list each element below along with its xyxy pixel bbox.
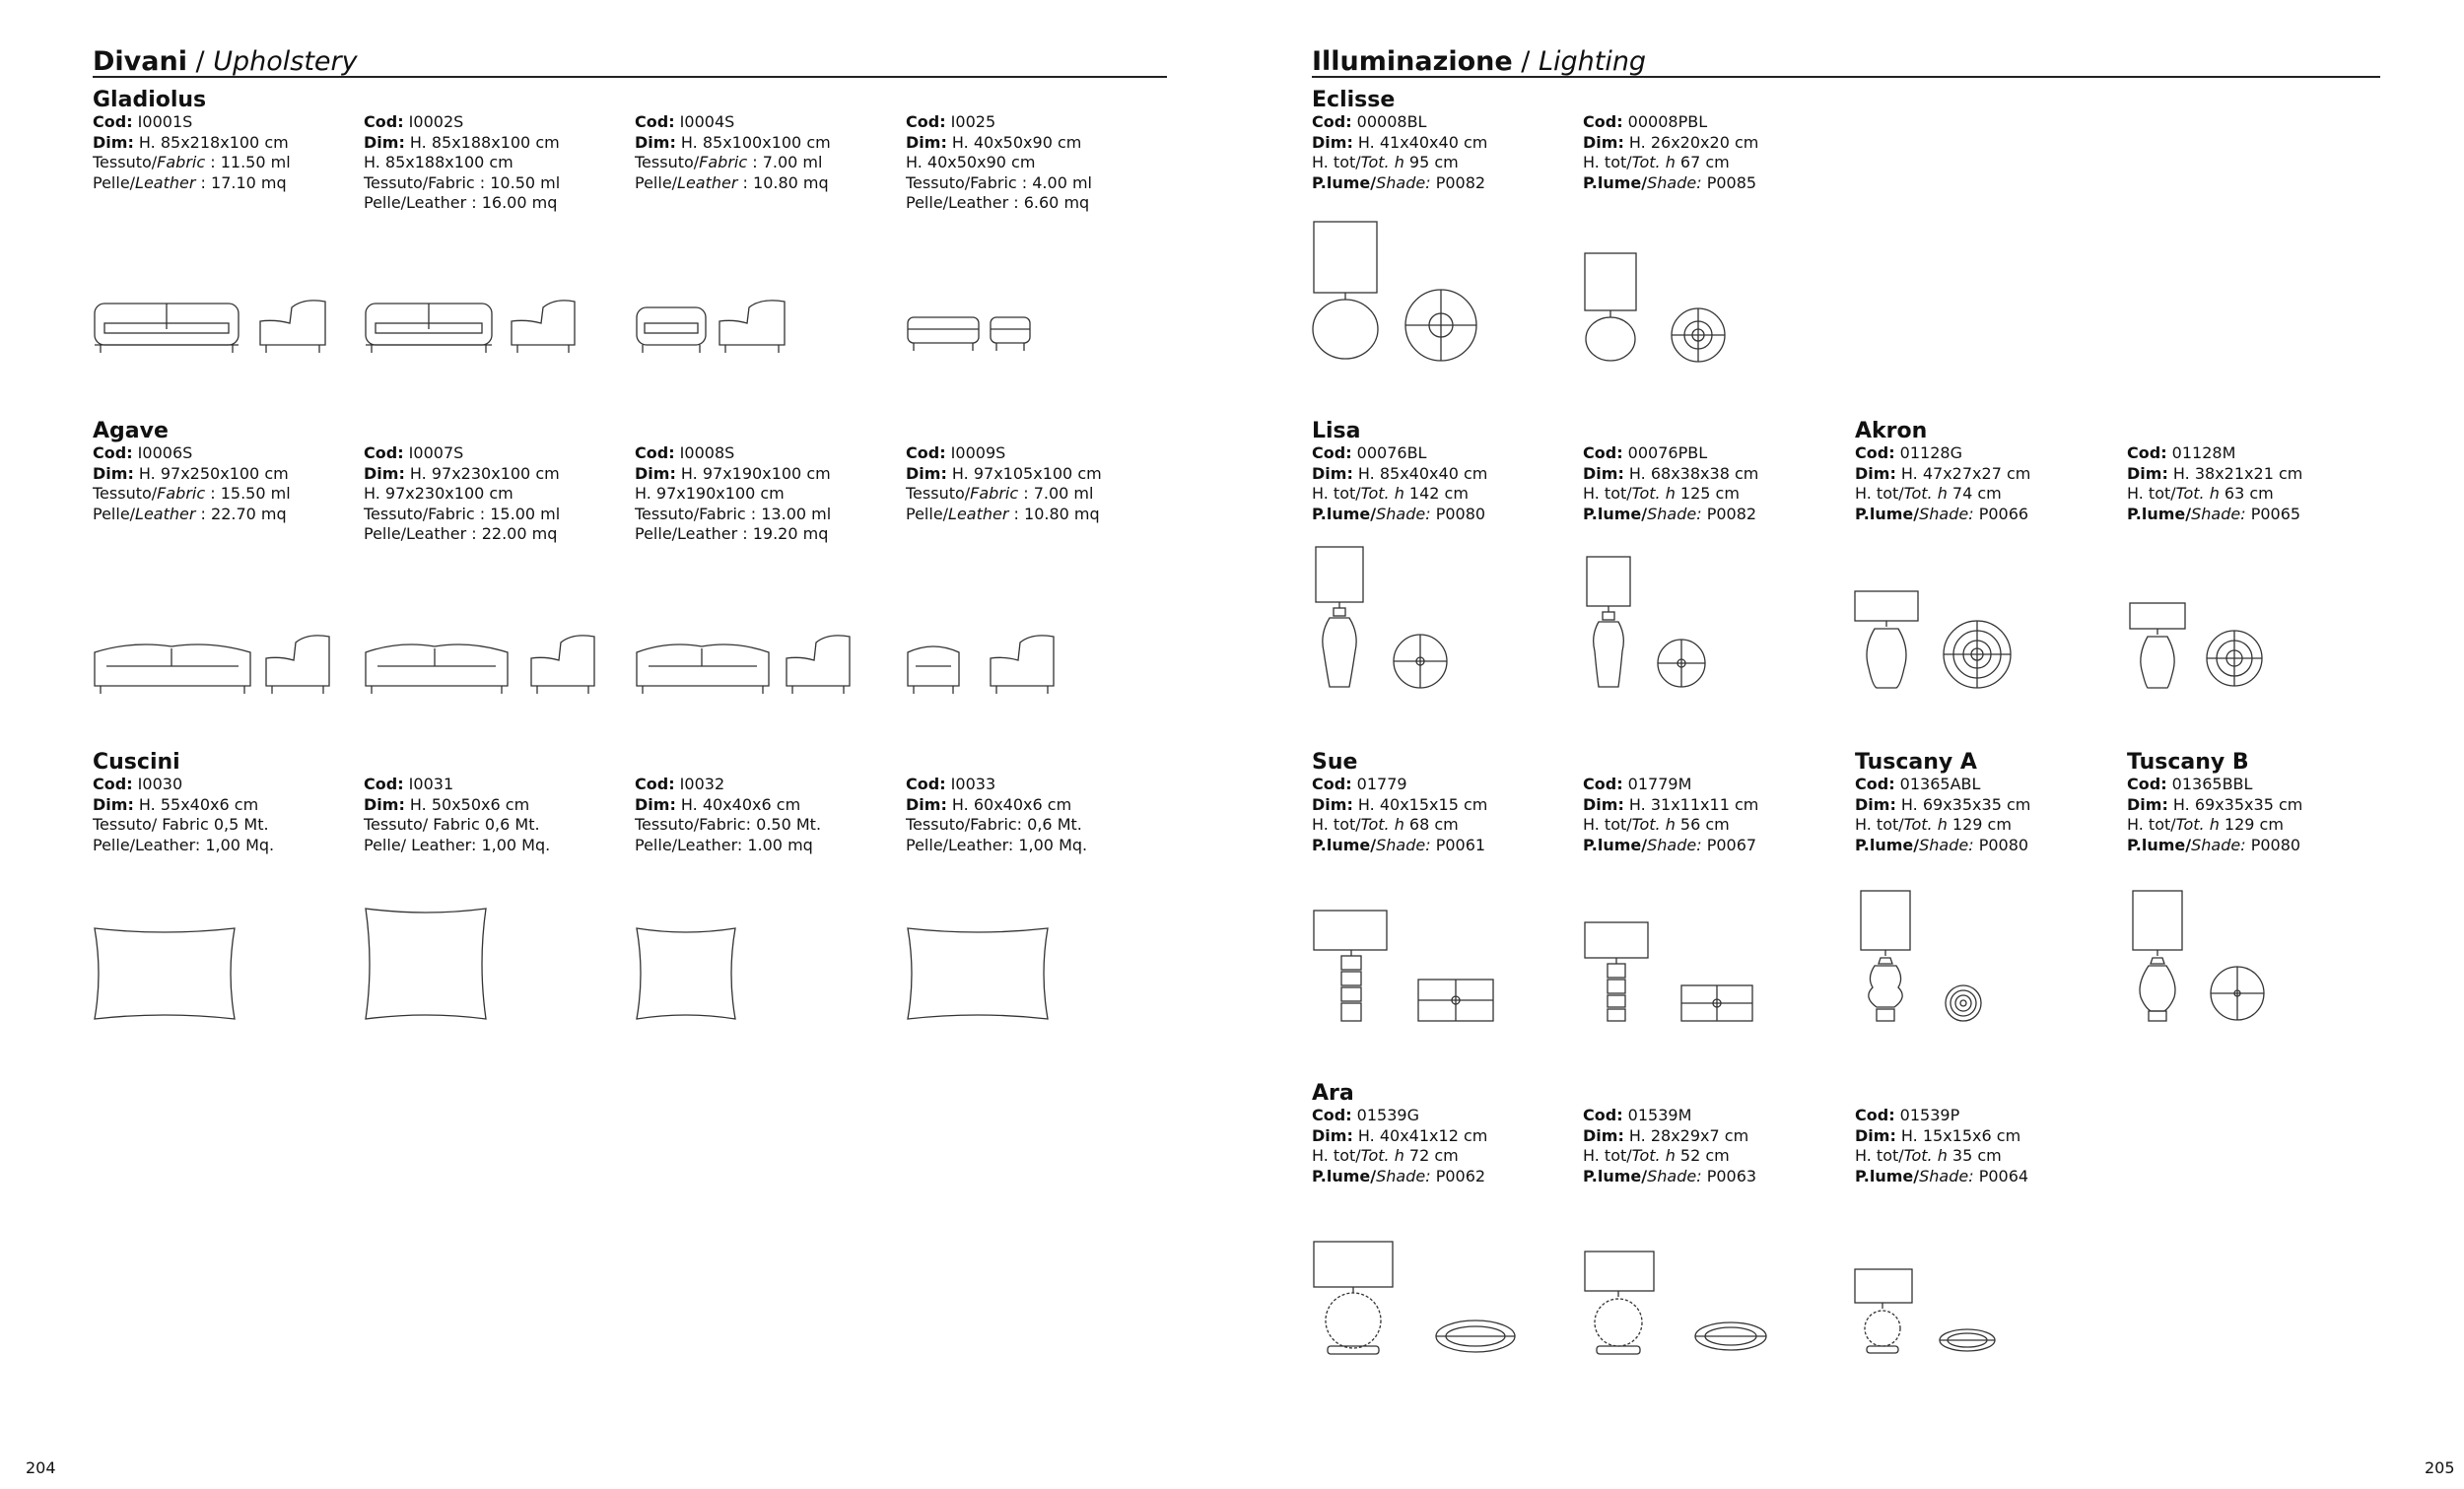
product-spec-l2: Cod: 00076PBL Dim: H. 68x38x38 cm H. tot/Tot. h 125 cm P.lume/Shade: P0082 xyxy=(1583,443,1759,523)
section-title-lighting: Illuminazione / Lighting xyxy=(1312,46,1647,77)
title-underline xyxy=(93,76,1167,78)
family-title-eclisse: Eclisse xyxy=(1312,88,1396,112)
section-title-upholstery: Divani / Upholstery xyxy=(93,46,358,77)
cushion-drawing-c2 xyxy=(362,905,490,1023)
family-title-tuscany-a: Tuscany A xyxy=(1855,750,1977,775)
sofa-drawing-g3 xyxy=(635,294,802,363)
product-spec-s2: Cod: 01779M Dim: H. 31x11x11 cm H. tot/Tot. h 56 cm P.lume/Shade: P0067 xyxy=(1583,775,1759,854)
lamp-drawing-s2 xyxy=(1583,920,1760,1025)
page-number-left: 204 xyxy=(26,1458,56,1477)
product-spec-ta: Cod: 01365ABL Dim: H. 69x35x35 cm H. tot/Tot. h 129 cm P.lume/Shade: P0080 xyxy=(1855,775,2031,854)
product-spec-c4: Cod: I0033 Dim: H. 60x40x6 cm Tessuto/Fabric: 0,6 Mt. Pelle/Leather: 1,00 Mq. xyxy=(906,775,1088,854)
lamp-drawing-ta xyxy=(1853,889,2001,1025)
family-title-ara: Ara xyxy=(1312,1081,1354,1106)
product-spec-c1: Cod: I0030 Dim: H. 55x40x6 cm Tessuto/ Fabric 0,5 Mt. Pelle/Leather: 1,00 Mq. xyxy=(93,775,275,854)
lamp-drawing-r3 xyxy=(1853,1267,2001,1358)
family-title-akron: Akron xyxy=(1855,419,1928,443)
lamp-drawing-e1 xyxy=(1311,219,1508,365)
product-spec-g2: Cod: I0002S Dim: H. 85x188x100 cm H. 85x188x100 cm Tessuto/Fabric : 10.50 ml Pelle/Leather : 16.00 mq xyxy=(364,112,561,212)
product-spec-tb: Cod: 01365BBL Dim: H. 69x35x35 cm H. tot/Tot. h 129 cm P.lume/Shade: P0080 xyxy=(2127,775,2303,854)
family-title-tuscany-b: Tuscany B xyxy=(2127,750,2249,775)
cushion-drawing-c3 xyxy=(633,924,739,1023)
product-spec-c3: Cod: I0032 Dim: H. 40x40x6 cm Tessuto/Fabric: 0.50 Mt. Pelle/Leather: 1.00 mq xyxy=(635,775,822,854)
family-title-agave: Agave xyxy=(93,419,169,443)
armchair-drawing-a4 xyxy=(906,627,1073,698)
product-spec-e2: Cod: 00008PBL Dim: H. 26x20x20 cm H. tot/Tot. h 67 cm P.lume/Shade: P0085 xyxy=(1583,112,1759,192)
lamp-drawing-l1 xyxy=(1314,545,1462,691)
page-number-right: 205 xyxy=(2425,1458,2455,1477)
product-spec-g1: Cod: I0001S Dim: H. 85x218x100 cm Tessuto/Fabric : 11.50 ml Pelle/Leather : 17.10 mq xyxy=(93,112,291,192)
product-spec-e1: Cod: 00008BL Dim: H. 41x40x40 cm H. tot/Tot. h 95 cm P.lume/Shade: P0082 xyxy=(1312,112,1488,192)
lamp-drawing-k2 xyxy=(2128,601,2266,691)
product-spec-r2: Cod: 01539M Dim: H. 28x29x7 cm H. tot/Tot. h 52 cm P.lume/Shade: P0063 xyxy=(1583,1106,1757,1185)
sofa-drawing-a1 xyxy=(93,627,339,698)
title-underline xyxy=(1312,76,2380,78)
product-spec-k2: Cod: 01128M Dim: H. 38x21x21 cm H. tot/Tot. h 63 cm P.lume/Shade: P0065 xyxy=(2127,443,2303,523)
family-title-lisa: Lisa xyxy=(1312,419,1361,443)
product-spec-a4: Cod: I0009S Dim: H. 97x105x100 cm Tessuto/Fabric : 7.00 ml Pelle/Leather : 10.80 mq xyxy=(906,443,1102,523)
product-spec-l1: Cod: 00076BL Dim: H. 85x40x40 cm H. tot/Tot. h 142 cm P.lume/Shade: P0080 xyxy=(1312,443,1488,523)
cushion-drawing-c1 xyxy=(91,924,239,1023)
family-title-sue: Sue xyxy=(1312,750,1358,775)
lamp-drawing-r2 xyxy=(1583,1250,1780,1358)
product-spec-r3: Cod: 01539P Dim: H. 15x15x6 cm H. tot/Tot. h 35 cm P.lume/Shade: P0064 xyxy=(1855,1106,2029,1185)
lamp-drawing-l2 xyxy=(1585,555,1713,691)
ottoman-drawing-g4 xyxy=(906,294,1044,363)
lamp-drawing-e2 xyxy=(1582,250,1740,365)
sofa-drawing-a3 xyxy=(635,627,861,698)
product-spec-a3: Cod: I0008S Dim: H. 97x190x100 cm H. 97x190x100 cm Tessuto/Fabric : 13.00 ml Pelle/Leather : 19.20 mq xyxy=(635,443,832,543)
lamp-drawing-k1 xyxy=(1853,589,2020,691)
family-title-gladiolus: Gladiolus xyxy=(93,88,207,112)
product-spec-s1: Cod: 01779 Dim: H. 40x15x15 cm H. tot/Tot. h 68 cm P.lume/Shade: P0061 xyxy=(1312,775,1488,854)
product-spec-a2: Cod: I0007S Dim: H. 97x230x100 cm H. 97x230x100 cm Tessuto/Fabric : 15.00 ml Pelle/Leather : 22.00 mq xyxy=(364,443,561,543)
product-spec-k1: Cod: 01128G Dim: H. 47x27x27 cm H. tot/Tot. h 74 cm P.lume/Shade: P0066 xyxy=(1855,443,2031,523)
lamp-drawing-r1 xyxy=(1312,1240,1519,1358)
family-title-cuscini: Cuscini xyxy=(93,750,180,775)
product-spec-c2: Cod: I0031 Dim: H. 50x50x6 cm Tessuto/ Fabric 0,6 Mt. Pelle/ Leather: 1,00 Mq. xyxy=(364,775,551,854)
product-spec-g3: Cod: I0004S Dim: H. 85x100x100 cm Tessuto/Fabric : 7.00 ml Pelle/Leather : 10.80 mq xyxy=(635,112,831,192)
product-spec-a1: Cod: I0006S Dim: H. 97x250x100 cm Tessuto/Fabric : 15.50 ml Pelle/Leather : 22.70 mq xyxy=(93,443,291,523)
product-spec-g4: Cod: I0025 Dim: H. 40x50x90 cm H. 40x50x90 cm Tessuto/Fabric : 4.00 ml Pelle/Leather : 6.60 mq xyxy=(906,112,1092,212)
product-spec-r1: Cod: 01539G Dim: H. 40x41x12 cm H. tot/Tot. h 72 cm P.lume/Shade: P0062 xyxy=(1312,1106,1488,1185)
lamp-drawing-s1 xyxy=(1312,909,1499,1025)
sofa-drawing-g1 xyxy=(93,294,339,363)
lamp-drawing-tb xyxy=(2125,889,2273,1025)
sofa-drawing-g2 xyxy=(364,294,590,363)
sofa-drawing-a2 xyxy=(364,627,610,698)
cushion-drawing-c4 xyxy=(904,924,1052,1023)
